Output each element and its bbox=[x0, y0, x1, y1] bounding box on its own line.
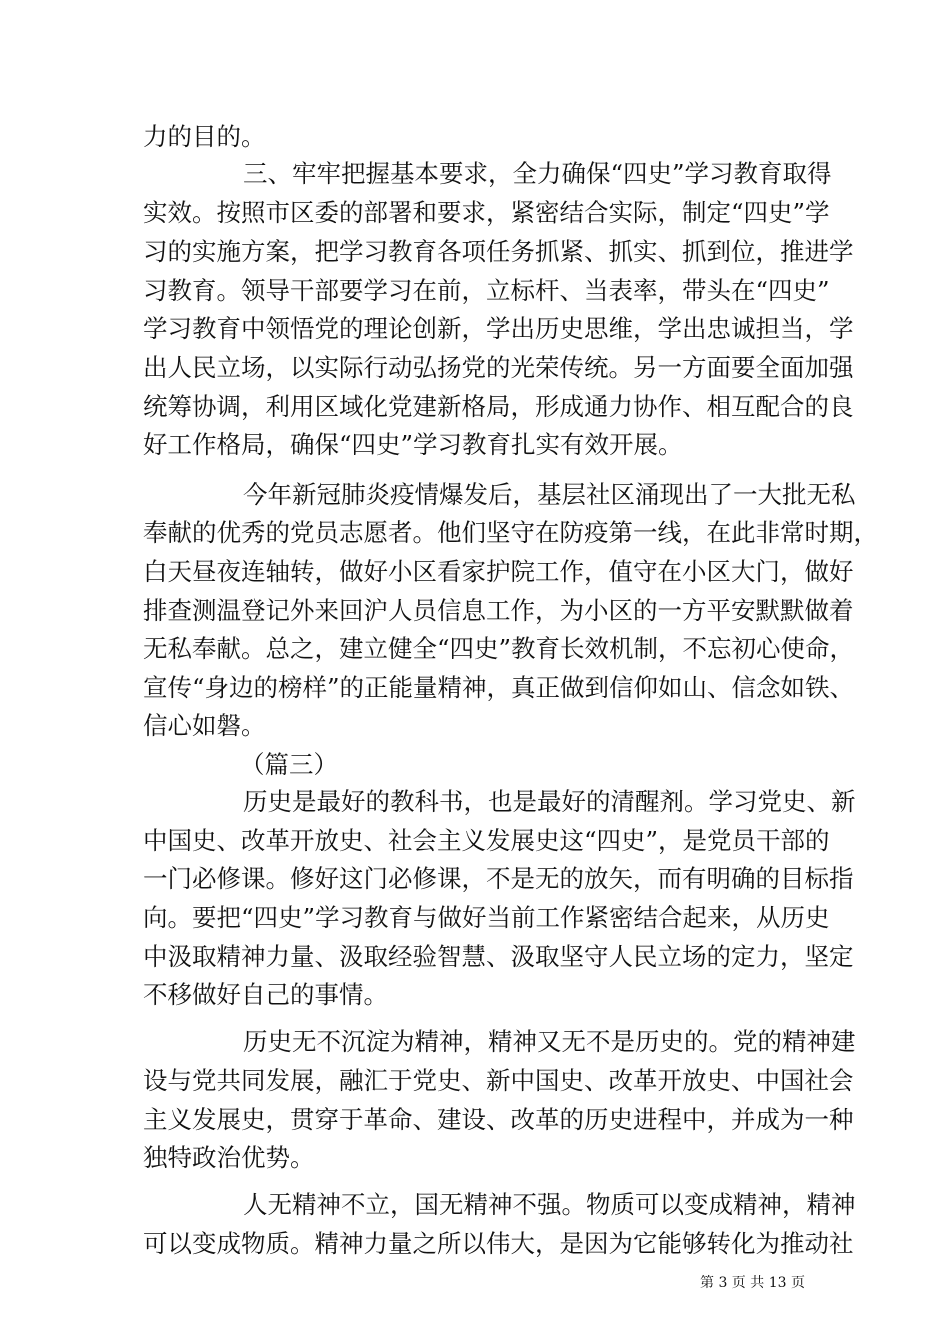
text-line: 好工作格局，确保“四史”学习教育扎实有效开展。 bbox=[143, 430, 683, 459]
text-line: 中汲取精神力量、汲取经验智慧、汲取坚守人民立场的定力，坚定 bbox=[143, 942, 854, 971]
text-line: 向。要把“四史”学习教育与做好当前工作紧密结合起来，从历史 bbox=[143, 903, 830, 932]
text-line: 统筹协调，利用区域化党建新格局，形成通力协作、相互配合的良 bbox=[143, 392, 854, 421]
section-heading-line: 三、牢牢把握基本要求，全力确保“四史”学习教育取得 bbox=[243, 159, 832, 188]
text-line: 无私奉献。总之，建立健全“四史”教育长效机制，不忘初心使命， bbox=[143, 634, 855, 663]
text-line: 力的目的。 bbox=[143, 122, 266, 151]
text-line: 奉献的优秀的党员志愿者。他们坚守在防疫第一线，在此非常时期， bbox=[143, 518, 878, 547]
text-line: 信心如磐。 bbox=[143, 711, 266, 740]
paragraph-first-line: 历史无不沉淀为精神，精神又无不是历史的。党的精神建 bbox=[243, 1027, 856, 1056]
paragraph-first-line: 今年新冠肺炎疫情爆发后，基层社区涌现出了一大批无私 bbox=[243, 480, 856, 509]
text-line: 设与党共同发展，融汇于党史、新中国史、改革开放史、中国社会 bbox=[143, 1066, 854, 1095]
text-line: 白天昼夜连轴转，做好小区看家护院工作，值守在小区大门，做好 bbox=[143, 557, 854, 586]
text-line: 出人民立场，以实际行动弘扬党的光荣传统。另一方面要全面加强 bbox=[143, 353, 854, 382]
paragraph-first-line: 人无精神不立，国无精神不强。物质可以变成精神，精神 bbox=[243, 1190, 856, 1219]
text-line: 习教育。领导干部要学习在前，立标杆、当表率，带头在“四史” bbox=[143, 276, 830, 305]
text-line: 独特政治优势。 bbox=[143, 1143, 315, 1172]
text-line: 主义发展史，贯穿于革命、建设、改革的历史进程中，并成为一种 bbox=[143, 1105, 854, 1134]
text-line: 学习教育中领悟党的理论创新，学出历史思维，学出忠诚担当，学 bbox=[143, 314, 854, 343]
paragraph-first-line: 历史是最好的教科书，也是最好的清醒剂。学习党史、新 bbox=[243, 787, 856, 816]
text-line: 一门必修课。修好这门必修课，不是无的放矢，而有明确的目标指 bbox=[143, 864, 854, 893]
text-line: 排查测温登记外来回沪人员信息工作，为小区的一方平安默默做着 bbox=[143, 596, 854, 625]
text-line: 习的实施方案，把学习教育各项任务抓紧、抓实、抓到位，推进学 bbox=[143, 237, 854, 266]
page-number-footer: 第 3 页 共 13 页 bbox=[700, 1275, 805, 1291]
text-line: 中国史、改革开放史、社会主义发展史这“四史”，是党员干部的 bbox=[143, 826, 830, 855]
text-line: 宣传“身边的榜样”的正能量精神，真正做到信仰如山、信念如铁、 bbox=[143, 673, 855, 702]
text-line: 可以变成物质。精神力量之所以伟大，是因为它能够转化为推动社 bbox=[143, 1229, 854, 1258]
text-line: 不移做好自己的事情。 bbox=[143, 980, 388, 1009]
section-title: （篇三） bbox=[240, 750, 338, 779]
text-line: 实效。按照市区委的部署和要求，紧密结合实际，制定“四史”学 bbox=[143, 198, 830, 227]
